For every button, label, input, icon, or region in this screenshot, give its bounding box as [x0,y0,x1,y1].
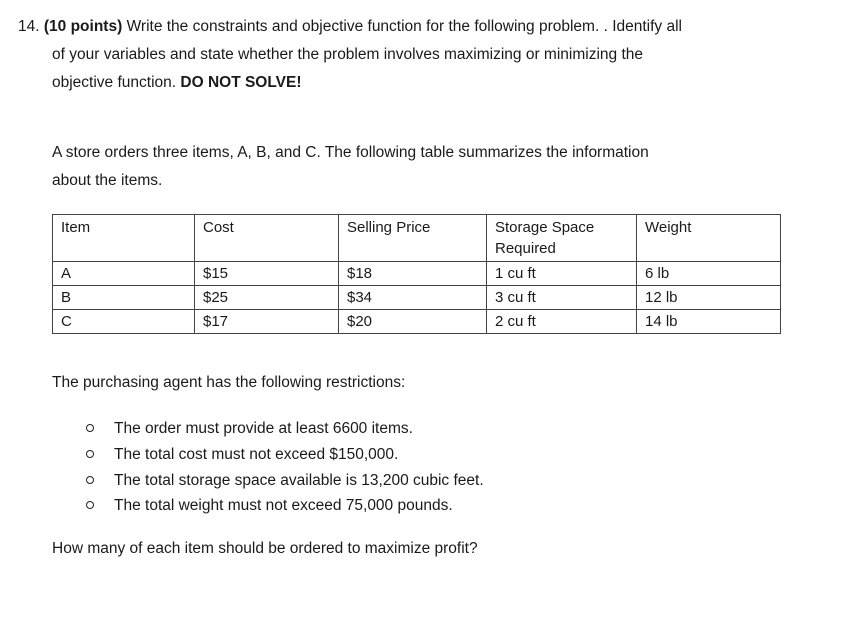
table-header-row [53,215,781,262]
cell: $17 [195,310,339,334]
cell: 2 cu ft [487,310,637,334]
items-table [52,214,781,334]
final-question: How many of each item should be ordered to maximize profit? [52,540,478,557]
header-cell: Selling Price [339,215,487,262]
header-cell: Item [53,215,195,262]
table-row [53,286,781,310]
restrictions-intro: The purchasing agent has the following restrictions: [52,374,406,391]
question-text-end: objective function. [52,74,177,91]
header-cell: Weight [637,215,781,262]
question-line-2: of your variables and state whether the problem involves maximizing or minimizing the [52,46,643,63]
cell: $18 [339,262,487,286]
restriction-text: The total cost must not exceed $150,000. [114,446,399,463]
question-line-3 [52,74,302,92]
list-item [86,446,398,464]
cell: $15 [195,262,339,286]
cell: B [53,286,195,310]
restriction-text: The order must provide at least 6600 items. [114,420,413,437]
list-item [86,420,413,438]
cell: $34 [339,286,487,310]
cell: A [53,262,195,286]
bullet-icon [86,424,94,432]
list-item [86,472,484,490]
list-item [86,497,453,515]
bullet-icon [86,476,94,484]
header-cell: Storage Space Required [487,215,637,262]
do-not-solve: DO NOT SOLVE! [180,74,302,91]
cell: $20 [339,310,487,334]
intro-line-1: A store orders three items, A, B, and C. The following table summarizes the information [52,144,649,161]
bullet-icon [86,501,94,509]
header-cell: Cost [195,215,339,262]
cell: 3 cu ft [487,286,637,310]
intro-line-2: about the items. [52,172,163,189]
question-text: Write the constraints and objective function for the following problem. . Identify all [126,18,682,35]
table-row [53,310,781,334]
table-row [53,262,781,286]
cell: 14 lb [637,310,781,334]
restriction-text: The total weight must not exceed 75,000 pounds. [114,497,453,514]
cell: 1 cu ft [487,262,637,286]
question-line-1 [18,18,682,36]
cell: $25 [195,286,339,310]
question-number: 14. [18,18,40,35]
restriction-text: The total storage space available is 13,200 cubic feet. [114,472,484,489]
question-points: (10 points) [43,18,123,35]
bullet-icon [86,450,94,458]
cell: C [53,310,195,334]
cell: 12 lb [637,286,781,310]
cell: 6 lb [637,262,781,286]
